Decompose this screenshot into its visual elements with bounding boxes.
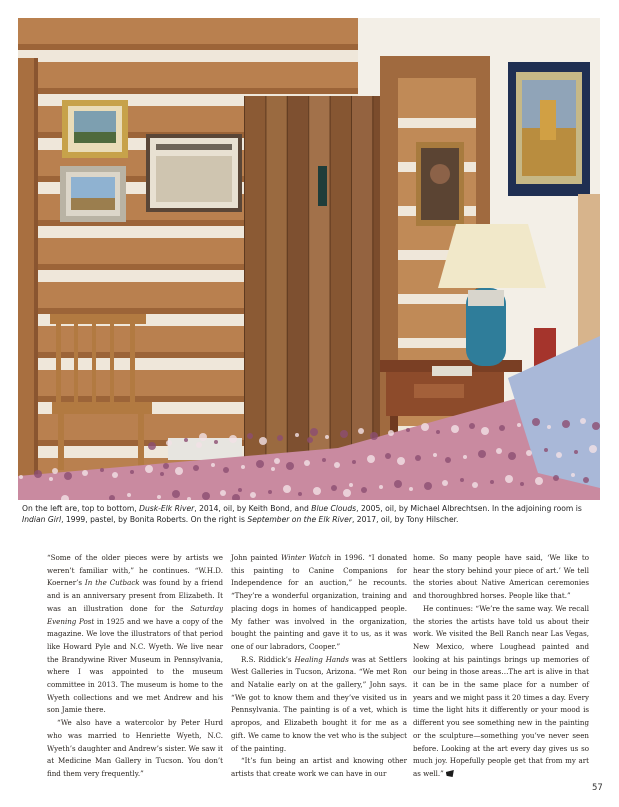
caption-artwork-title: September on the Elk River	[247, 515, 352, 524]
body-text: was found by a friend and is an anniversary present from Elizabeth. It was an illustration done for the	[47, 578, 223, 613]
caption-artwork-title: Indian Girl	[22, 515, 62, 524]
body-text: John painted	[231, 553, 282, 562]
body-text: home. So many people have said, ‘We like to hear the story behind your piece of art.’ We tell the stories about Native American ceremonies and thoroughbred horses. People like that.”	[413, 553, 589, 601]
body-text: “Some of the older pieces were by artists we weren’t familiar with,” he continues. “W.H.D. Koerner’s	[47, 553, 223, 588]
artwork-title: Healing Hands	[294, 654, 349, 664]
body-paragraph	[47, 552, 223, 717]
body-text: “It’s fun being an artist and knowing other artists that create work we can have in our	[231, 756, 407, 778]
page-number: 57	[592, 783, 603, 793]
painting-indian-girl	[416, 142, 464, 226]
artwork-title: In the Cutback	[84, 578, 140, 588]
room-photograph	[18, 18, 600, 500]
body-text: R.S. Riddick’s	[241, 654, 295, 664]
article-column-3	[413, 552, 589, 781]
painting-blue-clouds	[60, 166, 126, 222]
artwork-title: Winter Watch	[281, 553, 332, 562]
caption-text: , 2014, oil, by Keith Bond, and	[194, 504, 312, 513]
body-paragraph	[413, 552, 589, 603]
caption-text: On the left are, top to bottom,	[22, 504, 140, 513]
caption-artwork-title: Dusk-Elk River	[139, 504, 195, 513]
body-text: He continues: “We’re the same way. We recall the stories the artists have told us about their work. We visited the Bell Ranch near Las Vegas, New Mexico, where Loughead painted and looking at his paintings brings up memories of our being in those areas…The art is alive in that it can be in the same place for a number of years and we might pass it 20 times a day. Every time the light hits it differently or your mood is different you see something new in the painting or the sculpture—something you’ve never seen before. Looking at the art every day gives us so much joy. Hopefully people get that from my art as well.”	[413, 603, 589, 778]
publication-title: Saturday Evening Post	[47, 603, 223, 626]
article-column-1	[47, 552, 223, 781]
caption-text: , 1999, pastel, by Bonita Roberts. On the right is	[61, 515, 248, 524]
article-column-2	[231, 552, 407, 781]
painting-september-on-the-elk-river	[508, 62, 590, 196]
body-paragraph	[231, 654, 407, 756]
painting-dusk-elk-river	[62, 100, 128, 158]
caption-text: , 2017, oil, by Tony Hilscher.	[351, 515, 459, 524]
body-text: was at Settlers West Galleries in Tucson, Arizona. “We met Ron and Natalie early on at the gallery,” John says. “We got to know them and they’ve visited us in Pennsylvania. The painting is of a vet, which is apropos, and Elizabeth bought it for me as a gift. We came to know the vet who is the subject of the painting.	[231, 654, 407, 753]
body-text: in 1996. “I donated this painting to Canine Companions for Independence for an auction,” he recounts. “They’re a wonderful organization, training and placing dogs in homes of handicapped people. My father was involved in the organization, bought the painting and gave it to us, as it was one of our labradors, Cooper.”	[231, 553, 407, 651]
end-of-article-icon	[446, 770, 454, 777]
body-paragraph	[47, 717, 223, 781]
body-paragraph	[231, 552, 407, 654]
photo-caption	[22, 503, 596, 525]
body-paragraph	[413, 603, 589, 781]
body-text: “We also have a watercolor by Peter Hurd who was married to Henriette Wyeth, N.C. Wyeth’s daughter and Andrew’s sister. We saw it at Medicine Man Gallery in Tucson. You don’t find them very frequently.”	[47, 718, 223, 778]
body-paragraph	[231, 755, 407, 780]
caption-artwork-title: Blue Clouds	[311, 504, 357, 513]
framed-document	[146, 134, 242, 212]
caption-text: , 2005, oil, by Michael Albrechtsen. In the adjoining room is	[356, 504, 582, 513]
body-text: in 1925 and we have a copy of the magazine. We love the illustrators of that period like Howard Pyle and N.C. Wyeth. We live near the Brandywine River Museum in Pennsylvania, where I was appointed to the museum committee in 2013. The museum is home to the Wyeth collections and we met Andrew and his son Jamie there.	[47, 616, 223, 715]
